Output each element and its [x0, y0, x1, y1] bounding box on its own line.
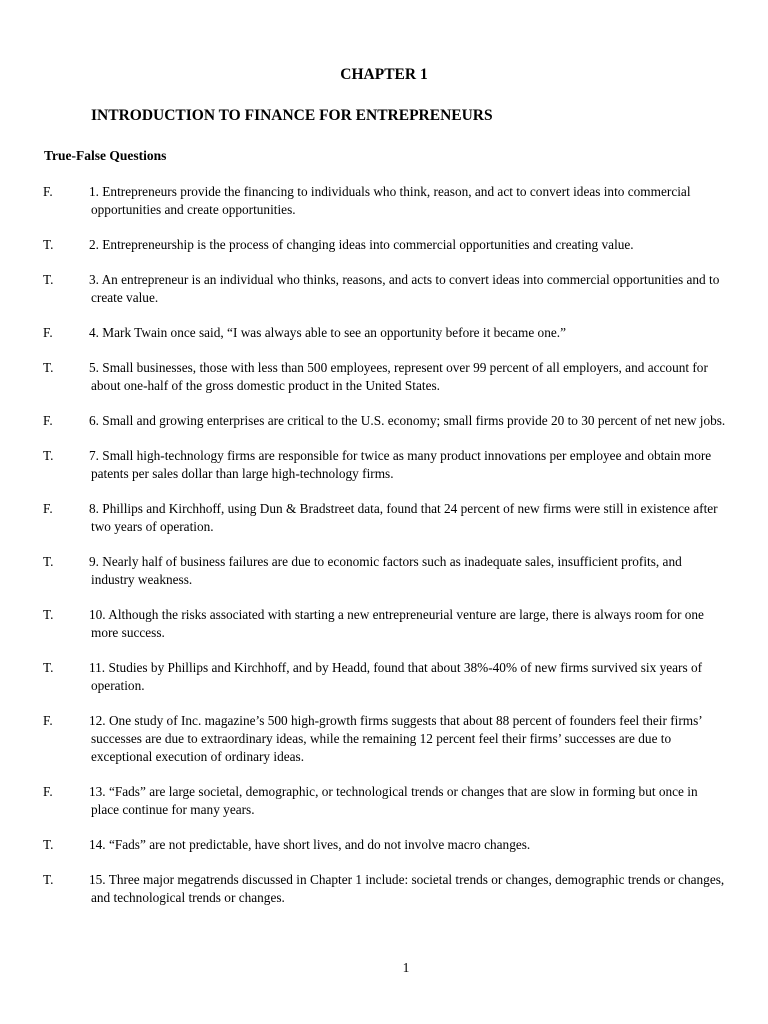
chapter-heading: CHAPTER 1: [340, 66, 428, 83]
question-item: [0, 871, 727, 907]
answer-label: T.: [43, 607, 54, 622]
question-text: 9. Nearly half of business failures are due to economic factors such as inadequate sales, insufficient profits, and industry weakness.: [89, 554, 682, 587]
question-item: [0, 236, 727, 254]
question-text: 6. Small and growing enterprises are critical to the U.S. economy; small firms provide 20 to 30 percent of net new jobs.: [89, 413, 726, 428]
answer-label: T.: [43, 237, 54, 252]
question-item: [0, 324, 727, 342]
question-item: [0, 783, 727, 819]
question-item: [0, 836, 727, 854]
question-item: [0, 412, 727, 430]
answer-label: F.: [43, 325, 53, 340]
answer-label: F.: [43, 184, 53, 199]
question-text: 2. Entrepreneurship is the process of changing ideas into commercial opportunities and creating value.: [89, 237, 634, 252]
question-text: 12. One study of Inc. magazine’s 500 high-growth firms suggests that about 88 percent of founders feel their firms’ successes are due to extraordinary ideas, while the remaining 12 percent feel their firms’ successes are due to exceptional execution of ordinary ideas.: [89, 713, 702, 764]
answer-label: T.: [43, 554, 54, 569]
question-text: 1. Entrepreneurs provide the financing to individuals who think, reason, and act to convert ideas into commercial opportunities and create opportunities.: [89, 184, 691, 217]
question-item: [0, 553, 727, 589]
question-item: [0, 447, 727, 483]
question-text: 14. “Fads” are not predictable, have short lives, and do not involve macro changes.: [89, 837, 531, 852]
answer-label: T.: [43, 660, 54, 675]
question-item: [0, 659, 727, 695]
question-text: 15. Three major megatrends discussed in Chapter 1 include: societal trends or changes, demographic trends or changes, and technological trends or changes.: [89, 872, 725, 905]
answer-label: T.: [43, 872, 54, 887]
question-item: [0, 183, 727, 219]
answer-label: F.: [43, 784, 53, 799]
question-text: 10. Although the risks associated with starting a new entrepreneurial venture are large, there is always room for one more success.: [89, 607, 704, 640]
question-item: [0, 712, 727, 766]
answer-label: F.: [43, 413, 53, 428]
question-item: [0, 359, 727, 395]
question-text: 5. Small businesses, those with less than 500 employees, represent over 99 percent of all employers, and account for about one-half of the gross domestic product in the United States.: [89, 360, 708, 393]
answer-label: F.: [43, 501, 53, 516]
question-text: 11. Studies by Phillips and Kirchhoff, and by Headd, found that about 38%-40% of new firms survived six years of operation.: [89, 660, 703, 693]
question-item: [0, 500, 727, 536]
answer-label: T.: [43, 448, 54, 463]
page-number: 1: [402, 960, 410, 975]
answer-label: F.: [43, 713, 53, 728]
answer-label: T.: [43, 360, 54, 375]
question-text: 4. Mark Twain once said, “I was always able to see an opportunity before it became one.”: [89, 325, 566, 340]
question-text: 8. Phillips and Kirchhoff, using Dun & Bradstreet data, found that 24 percent of new firms were still in existence after two years of operation.: [89, 501, 718, 534]
question-list: [0, 183, 768, 924]
question-item: [0, 606, 727, 642]
question-text: 3. An entrepreneur is an individual who thinks, reasons, and acts to convert ideas into commercial opportunities and to create value.: [89, 272, 720, 305]
section-heading: True-False Questions: [44, 148, 167, 163]
answer-label: T.: [43, 272, 54, 287]
answer-label: T.: [43, 837, 54, 852]
question-text: 7. Small high-technology firms are responsible for twice as many product innovations per employee and obtain more patents per sales dollar than large high-technology firms.: [89, 448, 712, 481]
question-text: 13. “Fads” are large societal, demographic, or technological trends or changes that are slow in forming but once in place continue for many years.: [89, 784, 698, 817]
question-item: [0, 271, 727, 307]
chapter-title: INTRODUCTION TO FINANCE FOR ENTREPRENEURS: [91, 107, 493, 124]
